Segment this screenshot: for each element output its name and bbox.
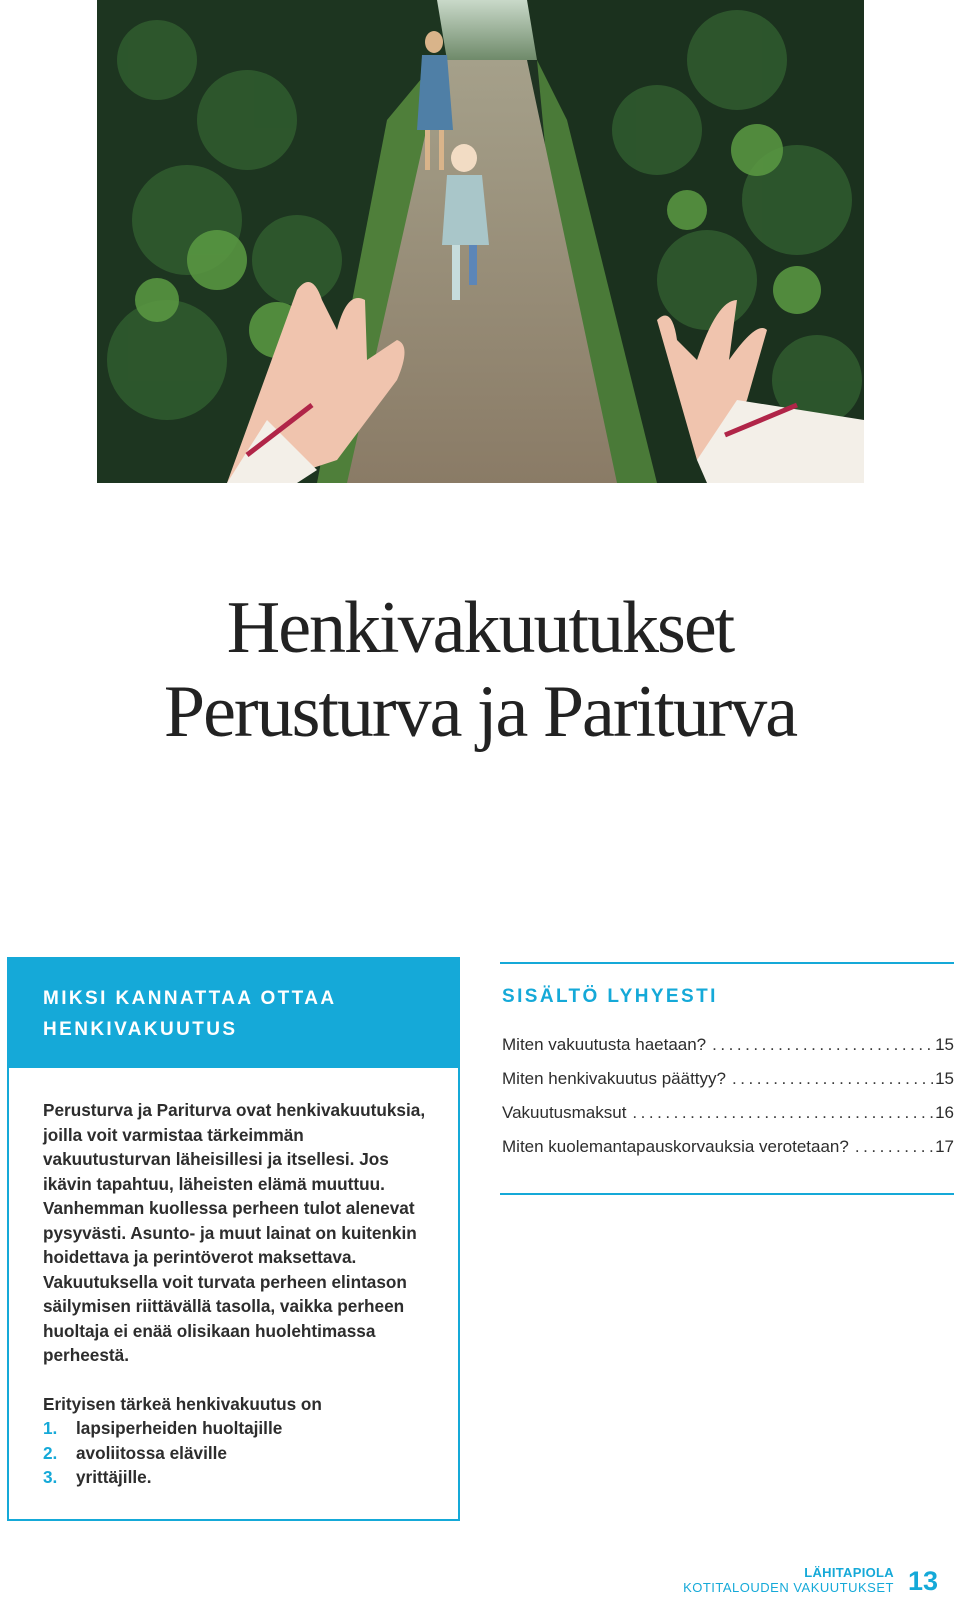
toc-entry-page: 16 [935,1103,954,1122]
toc-leader-dots [712,1028,933,1062]
toc-entry-label: Miten vakuutusta haetaan? [502,1035,707,1054]
important-list-intro: Erityisen tärkeä henkivakuutus on [43,1393,322,1414]
toc-leader-dots [732,1062,933,1096]
contents-heading: SISÄLTÖ LYHYESTI [502,986,718,1007]
toc-leader-dots [855,1130,933,1164]
toc-entry[interactable] [502,1028,954,1062]
toc-entry[interactable] [502,1096,954,1130]
page-number: 13 [907,1566,938,1596]
toc-entry-label: Miten kuolemantapauskorvauksia verotetaan? [502,1137,849,1156]
page-title [0,586,960,754]
toc-entry-label: Vakuutusmaksut [502,1103,627,1122]
footer-brand: LÄHITAPIOLA [804,1565,894,1580]
important-list [43,1416,428,1490]
list-item-number: 2. [43,1442,58,1463]
toc-entry[interactable] [502,1130,954,1164]
title-line-1: Henkivakuutukset [226,587,734,669]
list-item-number: 3. [43,1467,58,1487]
hero-photo-illustration [97,0,864,483]
toc-entry-page: 15 [935,1035,954,1054]
page-footer [683,1566,938,1595]
why-box-header [9,959,458,1068]
footer-subtitle: KOTITALOUDEN VAKUUTUKSET [683,1580,894,1595]
toc-entry[interactable] [502,1062,954,1096]
title-line-2: Perusturva ja Pariturva [163,671,797,753]
why-box-body [9,1068,458,1490]
toc-leader-dots [632,1096,933,1130]
why-life-insurance-box [7,957,460,1521]
list-item-text: yrittäjille. [76,1467,152,1487]
list-item [43,1416,428,1441]
list-item [43,1465,428,1490]
why-box-heading: MIKSI KANNATTAA OTTAA HENKIVAKUUTUS [43,988,336,1040]
toc-entry-label: Miten henkivakuutus päättyy? [502,1069,726,1088]
toc-entry-page: 15 [935,1069,954,1088]
list-item [43,1441,428,1466]
contents-summary [500,962,954,1195]
why-box-paragraph: Perusturva ja Pariturva ovat henkivakuutuksia, joilla voit varmistaa tärkeimmän vakuutusturvan läheisillesi ja itsellesi. Jos ikävin tapahtuu, läheisten elämä muuttuu. Vanhemman kuollessa perheen tulot alenevat pysyvästi. Asunto- ja muut lainat on kuitenkin hoidettava ja perintöverot maksettava. Vakuutuksella voit turvata perheen elintason säilymisen riittävällä tasolla, vaikka perheen huoltaja ei enää olisikaan huolehtimassa perheestä. [43,1100,426,1365]
toc-entry-page: 17 [935,1137,954,1156]
list-item-text: lapsiperheiden huoltajille [76,1418,283,1438]
hero-photo [97,0,864,483]
footer-text [683,1566,894,1595]
list-item-text: avoliitossa eläville [76,1442,227,1463]
list-item-number: 1. [43,1418,58,1438]
